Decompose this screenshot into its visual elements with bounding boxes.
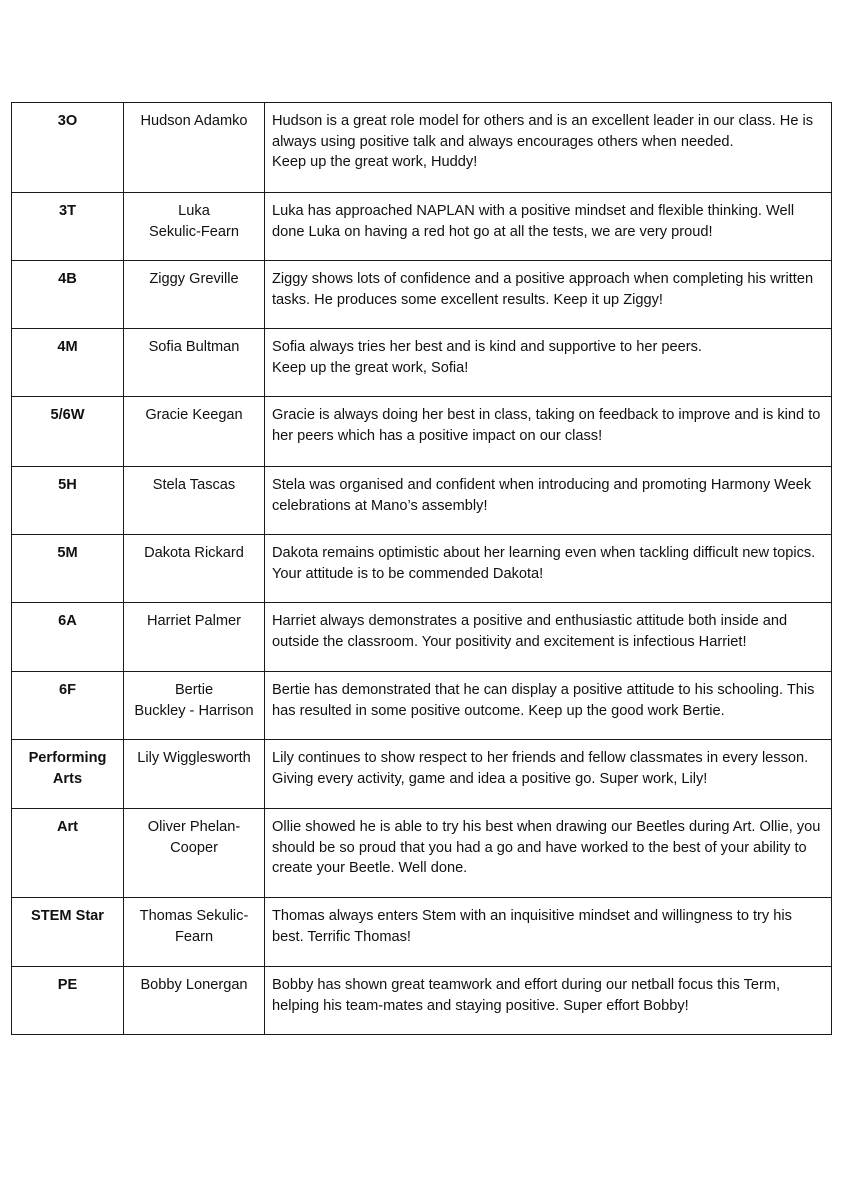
comment-text: Stela was organised and confident when introducing and promoting Harmony Week celebrations at Mano’s assembly! bbox=[272, 477, 812, 514]
class-label: 3O bbox=[57, 113, 78, 129]
comment-cell bbox=[265, 898, 832, 967]
class-label: PE bbox=[57, 977, 78, 993]
student-name-cell bbox=[124, 535, 265, 603]
comment-cell bbox=[265, 329, 832, 397]
class-label: 4M bbox=[57, 339, 78, 355]
student-name-cell bbox=[124, 809, 265, 898]
student-name-cell bbox=[124, 329, 265, 397]
student-name-cell bbox=[124, 103, 265, 193]
student-name: Sofia Bultman bbox=[148, 339, 240, 355]
comment-cell bbox=[265, 740, 832, 809]
student-name-cell bbox=[124, 603, 265, 672]
comment-text: Lily continues to show respect to her friends and fellow classmates in every lesson. Giving every activity, game and idea a positive go. Super work, Lily! bbox=[272, 750, 809, 787]
student-name-cell bbox=[124, 740, 265, 809]
class-cell bbox=[12, 193, 124, 261]
award-row bbox=[12, 193, 832, 261]
student-name-cell bbox=[124, 193, 265, 261]
class-label: Arts bbox=[52, 770, 83, 787]
class-label: 5/6W bbox=[50, 407, 85, 423]
student-name: Harriet Palmer bbox=[146, 613, 242, 629]
awards-table bbox=[11, 102, 832, 1035]
comment-text: Sofia always tries her best and is kind and supportive to her peers. bbox=[272, 339, 702, 355]
class-label: Art bbox=[56, 819, 79, 835]
student-name: Bertie bbox=[174, 682, 214, 698]
comment-cell bbox=[265, 672, 832, 740]
class-label: 6A bbox=[58, 613, 77, 629]
comment-cell bbox=[265, 535, 832, 603]
award-row bbox=[12, 809, 832, 898]
comment-text: Ollie showed he is able to try his best when drawing our Beetles during Art. Ollie, you should be so proud that you had a go and have worked to the best of your ability to create your Beetle. Well done. bbox=[272, 819, 821, 877]
student-name: Oliver Phelan- bbox=[147, 819, 241, 835]
award-row bbox=[12, 397, 832, 467]
class-label: 5M bbox=[57, 545, 78, 561]
class-cell bbox=[12, 740, 124, 809]
student-name: Cooper bbox=[170, 839, 218, 856]
comment-text: Gracie is always doing her best in class, taking on feedback to improve and is kind to her peers which has a positive impact on our class! bbox=[272, 407, 821, 444]
student-name-cell bbox=[124, 467, 265, 535]
award-row bbox=[12, 261, 832, 329]
comment-text: Bertie has demonstrated that he can display a positive attitude to his schooling. This has resulted in some positive outcome. Keep up the good work Bertie. bbox=[272, 682, 815, 719]
comment-cell bbox=[265, 603, 832, 672]
comment-text: Luka has approached NAPLAN with a positive mindset and flexible thinking. Well done Luka on having a red hot go at all the tests, we are very proud! bbox=[272, 203, 795, 240]
class-cell bbox=[12, 898, 124, 967]
student-name: Lily Wigglesworth bbox=[137, 750, 251, 766]
comment-text: Keep up the great work, Huddy! bbox=[272, 154, 478, 171]
class-cell bbox=[12, 103, 124, 193]
student-name: Stela Tascas bbox=[152, 477, 236, 493]
student-name: Luka bbox=[178, 203, 210, 219]
award-row bbox=[12, 967, 832, 1035]
student-name: Dakota Rickard bbox=[144, 545, 244, 561]
student-name-cell bbox=[124, 967, 265, 1035]
student-name: Hudson Adamko bbox=[140, 113, 248, 129]
comment-cell bbox=[265, 467, 832, 535]
comment-text: Ziggy shows lots of confidence and a positive approach when completing his written tasks. He produces some excellent results. Keep it up Ziggy! bbox=[272, 271, 814, 308]
class-label: STEM Star bbox=[31, 908, 104, 924]
student-name: Bobby Lonergan bbox=[140, 977, 248, 993]
class-cell bbox=[12, 329, 124, 397]
student-name: Gracie Keegan bbox=[145, 407, 243, 423]
student-name: Buckley - Harrison bbox=[134, 702, 254, 719]
comment-text: Harriet always demonstrates a positive and enthusiastic attitude both inside and outside the classroom. Your positivity and excitement is infectious Harriet! bbox=[272, 613, 788, 650]
student-name: Thomas Sekulic- bbox=[139, 908, 249, 924]
comment-text: Bobby has shown great teamwork and effort during our netball focus this Term, helping his team-mates and staying positive. Super effort Bobby! bbox=[272, 977, 781, 1014]
comment-cell bbox=[265, 397, 832, 467]
class-cell bbox=[12, 967, 124, 1035]
student-name-cell bbox=[124, 672, 265, 740]
student-name-cell bbox=[124, 397, 265, 467]
class-label: 5H bbox=[58, 477, 77, 493]
class-label: 4B bbox=[58, 271, 77, 287]
comment-text: Hudson is a great role model for others and is an excellent leader in our class. He is always using positive talk and always encourages others when needed. bbox=[272, 113, 814, 150]
student-name-cell bbox=[124, 898, 265, 967]
class-cell bbox=[12, 809, 124, 898]
comment-text: Dakota remains optimistic about her learning even when tackling difficult new topics. Your attitude is to be commended Dakota! bbox=[272, 545, 816, 582]
award-row bbox=[12, 103, 832, 193]
award-row bbox=[12, 329, 832, 397]
student-name: Sekulic-Fearn bbox=[148, 223, 240, 240]
comment-cell bbox=[265, 809, 832, 898]
award-row bbox=[12, 898, 832, 967]
award-row bbox=[12, 603, 832, 672]
award-row bbox=[12, 467, 832, 535]
comment-cell bbox=[265, 967, 832, 1035]
comment-cell bbox=[265, 261, 832, 329]
comment-text: Thomas always enters Stem with an inquisitive mindset and willingness to try his best. Terrific Thomas! bbox=[272, 908, 792, 945]
class-cell bbox=[12, 397, 124, 467]
student-name: Fearn bbox=[174, 928, 214, 945]
student-name: Ziggy Greville bbox=[149, 271, 239, 287]
award-row bbox=[12, 672, 832, 740]
award-row bbox=[12, 740, 832, 809]
comment-cell bbox=[265, 193, 832, 261]
class-cell bbox=[12, 603, 124, 672]
class-cell bbox=[12, 261, 124, 329]
class-label: 3T bbox=[58, 203, 77, 219]
class-cell bbox=[12, 467, 124, 535]
student-name-cell bbox=[124, 261, 265, 329]
class-label: Performing bbox=[28, 750, 107, 766]
comment-cell bbox=[265, 103, 832, 193]
award-row bbox=[12, 535, 832, 603]
class-label: 6F bbox=[58, 682, 77, 698]
comment-text: Keep up the great work, Sofia! bbox=[272, 359, 469, 376]
class-cell bbox=[12, 535, 124, 603]
class-cell bbox=[12, 672, 124, 740]
